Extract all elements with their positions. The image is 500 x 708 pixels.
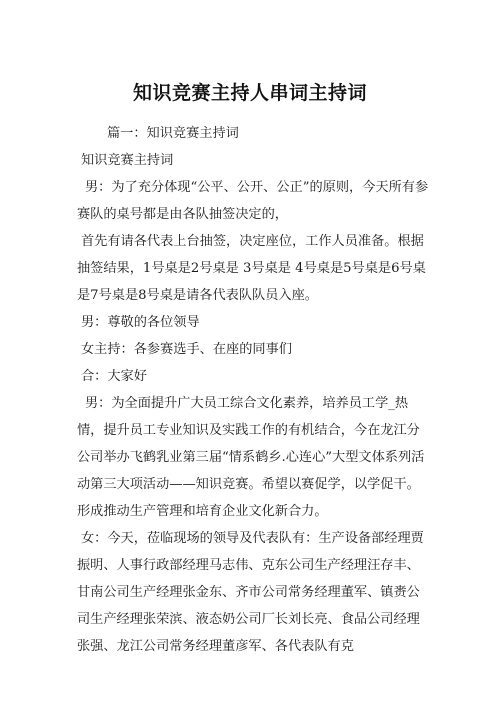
paragraph-section-heading: 篇一：知识竞赛主持词 [107,126,239,141]
paragraph: 男：为了充分体现“公平、公开、公正”的原则，今天所有参赛队的桌号都是由各队抽签决定的， [77,180,429,222]
paragraph: 男：为全面提升广大员工综合文化素养，培养员工学_热情，提升员工专业知识及实践工作的有机结合，今在龙江分公司举办飞鹤乳业第三届“情系鹤乡.心连心”大型文体系列活动第三大项活动——知识竞赛。希望以赛促学，以学促干。形成推动生产管理和培育企业文化新合力。 [77,396,425,519]
paragraph: 首先有请各代表上台抽签，决定座位，工作人员准备。根据抽签结果，1号桌是2号桌是 3号桌是 4号桌是5号桌是6号桌是7号桌是8号桌是请各代表队队员入座。 [77,234,426,303]
document-body [77,120,429,660]
paragraph-subheading: 知识竞赛主持词 [81,153,174,168]
paragraph: 合：大家好 [81,369,147,384]
paragraph: 女主持：各参赛选手、在座的同事们 [81,342,292,357]
paragraph: 男：尊敬的各位领导 [81,315,200,330]
document-title: 知识竞赛主持人串词主持词 [132,82,367,104]
paragraph: 女：今天，莅临现场的领导及代表队有：生产设备部经理贾振明、人事行政部经理马志伟、克东公司生产经理汪存丰、甘南公司生产经理张金东、齐市公司常务经理董军、镇赉公司生产经理张荣滨、液态奶公司厂长刘长亮、食品公司经理张强、龙江公司常务经理董彦军、各代表队有克 [77,531,424,654]
